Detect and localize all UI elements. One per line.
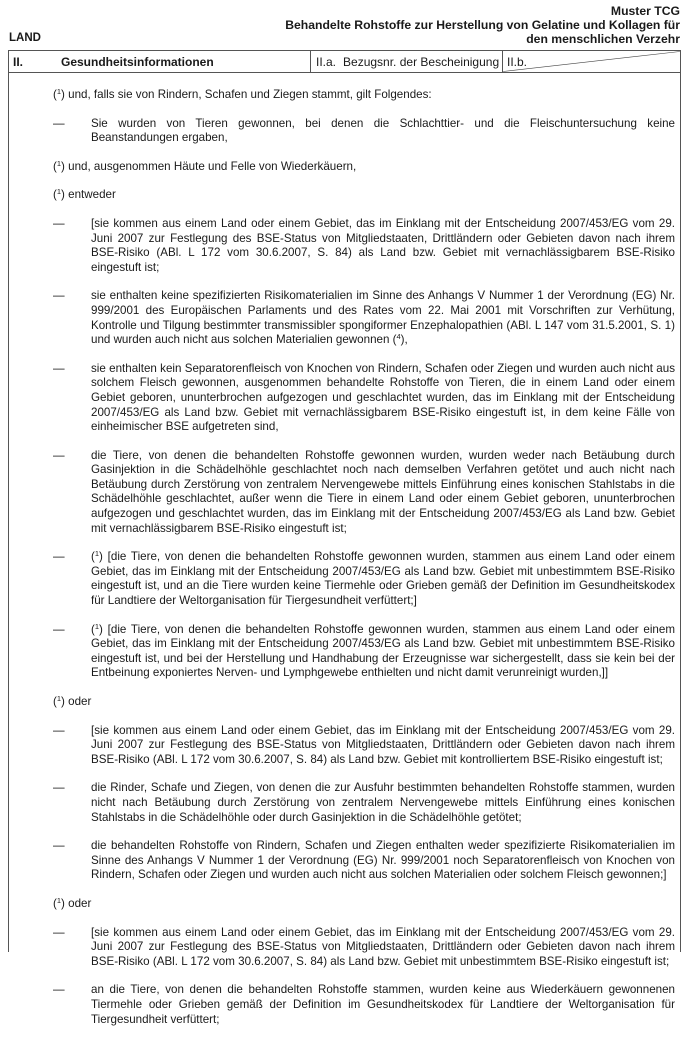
dash-bullet: — <box>53 550 65 564</box>
reference-title: Bezugsnr. der Bescheinigung <box>343 54 500 69</box>
section-title: Gesundheitsinformationen <box>61 54 214 69</box>
list-item: — ($^1$) [die Tiere, von denen die behandelten Rohstoffe gewonnen wurden, stammen aus einem Land oder einem Gebiet, das im Einklang mit der Entscheidung 2007/453/EG als Land bzw. Gebiet mit unbestimmtem BSE-Risiko eingestuft ist, und bei der Herstellung und Handhabung der Erzeugnisse war sichergestellt, dass sie kein bei der Entbeinung exponiertes Nerven- und Lymphgewebe enthielten und nicht damit verunreinigt wurden,]] <box>53 621 675 680</box>
dash-bullet: — <box>53 289 65 303</box>
footnote-ref: 1 <box>56 87 62 96</box>
list-item: — die Tiere, von denen die behandelten Rohstoffe gewonnen wurden, wurden weder nach Betäubung durch Gasinjektion in die Schädelhöhle geschlachtet noch nach demselben Verfahren getötet und auch nicht nach Betäubung durch Zerstörung von zentralem Nervengewebe mittels Einführung eines konischen Stahlstabs in die Schädelhöhle geschlachtet, außer wenn die Tiere in einem Land oder einem Gebiet geboren, ununterbrochen aufgezogen und geschlachtet wurden, das im Einklang mit der Entscheidung 2007/453/EG als Land bzw. Gebiet mit vernachlässigbarem BSE-Risiko eingestuft ist; <box>53 448 675 535</box>
list-item: — [sie kommen aus einem Land oder einem Gebiet, das im Einklang mit der Entscheidung 2007/453/EG vom 29. Juni 2007 zur Festlegung des BSE-Status von Mitgliedstaaten, Drittländern oder Gebieten davon nach ihrem BSE-Risiko (ABl. L 172 vom 30.6.2007, S. 84) als Land bzw. Gebiet mit vernachlässigbarem BSE-Risiko eingestuft ist; <box>53 216 675 274</box>
dash-bullet: — <box>53 983 65 997</box>
diagonal-strike-line <box>503 51 680 72</box>
option-paragraph-or: ($^1$) oder <box>53 895 92 910</box>
reference-label: II.a. <box>316 54 337 69</box>
certificate-title-line2: den menschlichen Verzehr <box>526 32 680 46</box>
list-item: — [sie kommen aus einem Land oder einem Gebiet, das im Einklang mit der Entscheidung 2007/453/EG vom 29. Juni 2007 zur Festlegung des BSE-Status von Mitgliedstaaten, Drittländern oder Gebieten davon nach ihrem BSE-Risiko (ABl. L 172 vom 30.6.2007, S. 84) als Land bzw. Gebiet mit kontrolliertem BSE-Risiko eingestuft ist; <box>53 723 675 766</box>
option-paragraph-hides: ($^1$) und, ausgenommen Häute und Felle von Wiederkäuern, <box>53 158 357 173</box>
section-header-table <box>8 50 681 73</box>
model-label: Muster TCG <box>610 4 680 18</box>
certificate-title-line1: Behandelte Rohstoffe zur Herstellung von Gelatine und Kollagen für <box>285 18 680 32</box>
dash-bullet: — <box>53 361 65 375</box>
footnote-ref: 1 <box>94 549 100 559</box>
section-number: II. <box>13 54 24 69</box>
dash-bullet: — <box>53 723 65 737</box>
list-item: — an die Tiere, von denen die behandelten Rohstoffe stammen, wurden keine aus Wiederkäuern gewonnenen Tiermehle oder Grieben gemäß der Definition im Gesundheitskodex für Landtiere der Weltorganisation für Tiergesundheit verfüttert; <box>53 983 675 1026</box>
list-item: — sie enthalten keine spezifizierten Risikomaterialien im Sinne des Anhangs V Nummer 1 der Verordnung (EG) Nr. 999/2001 des Europäischen Parlaments und des Rates vom 22. Mai 2001 mit Vorschriften zur Verhütung, Kontrolle und Tilgung bestimmter transmissibler spongiformer Enzephalopathien (ABl. L 147 vom 31.5.2001, S. 1) und wurden auch nicht aus solchen Materialien gewonnen ($^4$), <box>53 289 675 347</box>
reference-b-label: II.b. <box>507 54 528 69</box>
footnote-ref: 1 <box>56 187 62 197</box>
list-item: — ($^1$) [die Tiere, von denen die behandelten Rohstoffe gewonnen wurden, stammen aus einem Land oder einem Gebiet, das im Einklang mit der Entscheidung 2007/453/EG als Land bzw. Gebiet mit unbestimmtem BSE-Risiko eingestuft ist, und an die Tiere wurden keine Tiermehle oder Grieben gemäß der Definition im Gesundheitskodex für Landtiere der Weltorganisation für Tiergesundheit verfüttert;] <box>53 549 675 608</box>
footnote-ref: 4 <box>396 332 401 342</box>
reference-b-cell <box>503 51 680 72</box>
option-paragraph-or: ($^1$) oder <box>53 694 92 708</box>
list-item: — die behandelten Rohstoffe von Rindern, Schafen und Ziegen enthalten weder spezifizierte Risikomaterialien im Sinne des Anhangs V Nummer 1 der Verordnung (EG) Nr. 999/2001 noch Separatorenfleisch von Knochen von Rindern, Schafen oder Ziegen und wurden auch nicht aus solchen Materialien oder solchem Fleisch gewonnen;] <box>53 839 675 882</box>
dash-bullet: — <box>53 622 65 636</box>
dash-bullet: — <box>53 925 65 939</box>
dash-bullet: — <box>53 448 65 462</box>
reference-number-cell <box>311 51 503 72</box>
list-item: — sie enthalten kein Separatorenfleisch von Knochen von Rindern, Schafen oder Ziegen und wurden auch nicht aus solchem Fleisch gewonnen, ausgenommen behandelte Rohstoffe von Tieren, die in einem Land oder einem Gebiet geboren, ununterbrochen aufgezogen und geschlachtet wurden, das im Einklang mit der Entscheidung 2007/453/EG als Land bzw. Gebiet mit vernachlässigbarem BSE-Risiko eingestuft ist, in dem keine Fälle von einheimischer BSE aufgetreten sind, <box>53 361 675 434</box>
option-paragraph-cattle: ($^1$) und, falls sie von Rindern, Schafen und Ziegen stammt, gilt Folgendes: <box>53 87 432 101</box>
list-item: — die Rinder, Schafe und Ziegen, von denen die zur Ausfuhr bestimmten behandelten Rohstoffe stammen, wurden nicht nach Betäubung durch Zerstörung von zentralem Nervengewebe mittels Einführung eines konischen Stahlstabs in die Schädelhöhle oder durch Gasinjektion in die Schädelhöhle getötet; <box>53 781 675 824</box>
footnote-ref: 1 <box>94 621 100 631</box>
certificate-title-block <box>285 4 680 46</box>
dash-bullet: — <box>53 781 65 795</box>
dash-bullet: — <box>53 116 65 130</box>
list-item: — [sie kommen aus einem Land oder einem Gebiet, das im Einklang mit der Entscheidung 2007/453/EG vom 29. Juni 2007 zur Festlegung des BSE-Status von Mitgliedstaaten, Drittländern oder Gebieten davon nach ihrem BSE-Risiko (ABl. L 172 vom 30.6.2007, S. 84) als Land bzw. Gebiet mit unbestimmtem BSE-Risiko eingestuft ist; <box>53 925 675 968</box>
footnote-ref: 1 <box>56 694 62 703</box>
list-item: — Sie wurden von Tieren gewonnen, bei denen die Schlachttier- und die Fleischuntersuchung keine Beanstandungen ergaben, <box>53 116 675 145</box>
footnote-ref: 1 <box>56 895 62 905</box>
dash-bullet: — <box>53 216 65 230</box>
section-title-cell <box>9 51 311 72</box>
health-information-content <box>53 88 675 1041</box>
country-label: LAND <box>9 32 41 44</box>
dash-bullet: — <box>53 839 65 853</box>
option-paragraph-either: ($^1$) entweder <box>53 187 116 202</box>
footnote-ref: 1 <box>56 158 62 168</box>
